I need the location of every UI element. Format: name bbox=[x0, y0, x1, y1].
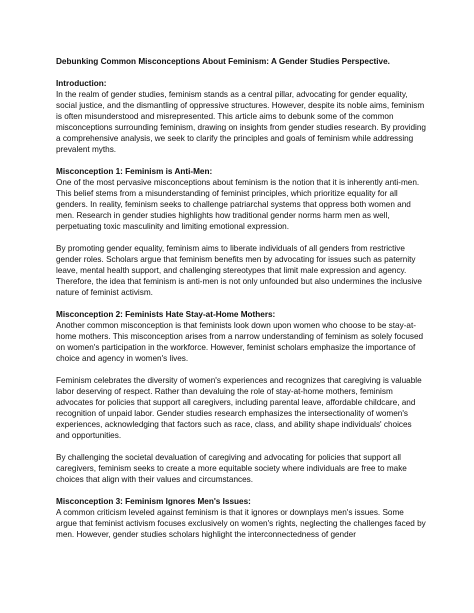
misconception-1-section bbox=[56, 166, 426, 232]
misconception-1-paragraph-2: By promoting gender equality, feminism aims to liberate individuals of all genders from restrictive gender roles. Scholars argue that feminism benefits men by advocating for issues such as paternity leave, mental health support, and challenging stereotypes that limit male expression and agency. Therefore, the idea that feminism is anti-men is not only unfounded but also undermines the inclusive nature of feminist activism. bbox=[56, 244, 422, 297]
document-body bbox=[56, 56, 426, 551]
introduction-text: In the realm of gender studies, feminism stands as a central pillar, advocating for gender equality, social justice, and the dismantling of oppressive structures. However, despite its noble aims, feminism is often misunderstood and misrepresented. This article aims to debunk some of the common misconceptions surrounding feminism, drawing on insights from gender studies research. By providing a comprehensive analysis, we seek to clarify the principles and goals of feminism while addressing prevalent myths. bbox=[56, 90, 426, 154]
misconception-1-heading: Misconception 1: Feminism is Anti-Men: bbox=[56, 167, 213, 176]
misconception-2-paragraph-1: Another common misconception is that feminists look down upon women who choose to be stay-at-home mothers. This misconception arises from a narrow understanding of feminism as solely focused on women's participation in the workforce. However, feminist scholars emphasize the importance of choice and agency in women's lives. bbox=[56, 321, 424, 363]
misconception-3-section bbox=[56, 496, 426, 540]
misconception-3-paragraph-1: A common criticism leveled against feminism is that it ignores or downplays men's issues. Some argue that feminist activism focuses exclusively on women's rights, neglecting the challenges faced by men. However, gender studies scholars highlight the interconnectedness of gender bbox=[56, 508, 426, 539]
misconception-2-section bbox=[56, 309, 426, 364]
document-title: Debunking Common Misconceptions About Feminism: A Gender Studies Perspective. bbox=[56, 57, 390, 66]
introduction-section bbox=[56, 78, 426, 155]
misconception-2-paragraph-3: By challenging the societal devaluation of caregiving and advocating for policies that support all caregivers, feminism seeks to create a more equitable society where individuals are free to make choices that align with their values and circumstances. bbox=[56, 453, 407, 484]
introduction-heading: Introduction: bbox=[56, 79, 107, 88]
misconception-2-paragraph-2: Feminism celebrates the diversity of women's experiences and recognizes that caregiving is valuable labor deserving of respect. Rather than devaluing the role of stay-at-home mothers, feminism advocates for policies that support all caregivers, including parental leave, affordable childcare, and recognition of unpaid labor. Gender studies research emphasizes the intersectionality of women's experiences, acknowledging that factors such as race, class, and ability shape individuals' choices and opportunities. bbox=[56, 376, 422, 440]
misconception-1-paragraph-1: One of the most pervasive misconceptions about feminism is the notion that it is inherently anti-men. This belief stems from a misunderstanding of feminist principles, which prioritize equality for all genders. In reality, feminism seeks to challenge patriarchal systems that oppress both women and men. Research in gender studies highlights how traditional gender norms harm men as well, perpetuating toxic masculinity and limiting emotional expression. bbox=[56, 178, 420, 231]
misconception-2-heading: Misconception 2: Feminists Hate Stay-at-Home Mothers: bbox=[56, 310, 276, 319]
misconception-3-heading: Misconception 3: Feminism Ignores Men's Issues: bbox=[56, 497, 251, 506]
